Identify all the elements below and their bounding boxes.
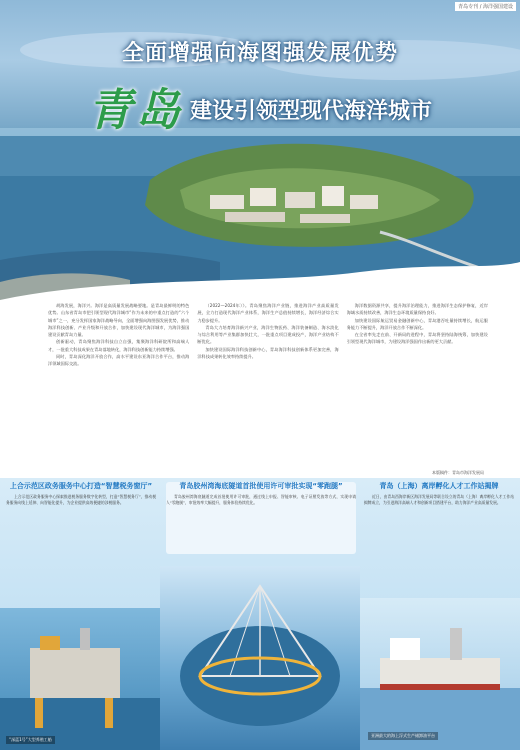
article-body — [48, 302, 488, 478]
article-paragraph: 加快建设国际海洋科技创新中心，青岛海洋科技创新体系更加完善，海洋科技成果转化效率持续提升。 — [197, 346, 339, 360]
news-card-body: 上合示范区政务服务中心探索推进税务服务数字化转型，打造“智慧税务厅”，推动税务服务向线上延伸、向智能化提升，为企业提供高效便捷的涉税服务。 — [6, 494, 156, 505]
photo-caption: 亚洲最大的海上浮式生产储卸油平台 — [368, 732, 438, 740]
article-paragraph: 在全省率先走在前、开新局的进程中，青岛将坚持陆海统筹，加快建设引领型现代海洋城市，为建设海洋强国作出新的更大贡献。 — [346, 332, 488, 345]
headline-line-2: 建设引领型现代海洋城市 — [190, 99, 433, 124]
news-card-talent-station — [364, 482, 514, 554]
article-paragraph: 胡海发展，海洋兴。海洋是高质量发展战略要地。是青岛最鲜明的特色优势。山东省青岛市把引领型现代海洋城市“作为未来的中重点打造的“六个城市”之一，充分发挥国家海洋战略导向，全面增强向海图强发展优势，推动海洋科技创新、产业升级和开放合作，加快建设现代海洋城市，为海洋强国建设贡献青岛力量。 — [48, 303, 190, 338]
headline-line-1: 全面增强向海图强发展优势 — [121, 41, 398, 66]
news-card-title: 青岛胶州湾海底隧道首批使用许可审批实现“零跑腿” — [179, 482, 343, 490]
offshore-platform-photo — [0, 608, 160, 750]
news-card-body: 近日，由青岛西海岸新区海洋发展局等联合设立的青岛（上海）离岸孵化人才工作站揭牌成立，为引进海洋高端人才和创新项目搭建平台，助力海洋产业高质量发展。 — [364, 494, 514, 505]
vessel-photo — [360, 598, 520, 750]
article-paragraph: 青岛大力培育海洋新兴产业，海洋生物医药、海洋装备制造、海水淡化与综合利用等产业集群加快壮大，一批重点项目建成投产，海洋产业结构不断优化。 — [197, 324, 339, 345]
news-card-body: 青岛胶州湾海底隧道完成首批使用许可审批，通过线上申报、智能审核、电子证照发放等方式，实现申请人“零跑腿”，审批效率大幅提升，服务体验持续优化。 — [166, 494, 356, 505]
page-header-tag: 青岛专刊 / 海洋强国建设 — [455, 2, 516, 11]
hero-banner — [0, 0, 520, 300]
article-paragraph: 加快建设国际航运贸易金融创新中心，青岛港吞吐量持续增长，航运服务能力不断提升，海洋开放合作不断深化。 — [346, 317, 488, 330]
news-card-title: 青岛（上海）离岸孵化人才工作站揭牌 — [379, 482, 499, 490]
article-paragraph: 海洋数据资源共享，提升海洋治理能力，推进海洋生态保护修复，近岸海域水质持续改善，海洋生态环境质量保持良好。 — [346, 303, 488, 316]
article-byline: 本版稿件：青岛市海洋发展局 — [432, 470, 484, 475]
news-card-tax-service — [6, 482, 156, 554]
article-paragraph: （2022—2024年）》。青岛聚焦海洋产业链，推进海洋产业高质量发展，全力打造现代海洋产业体系，海洋生产总值持续增长，海洋经济综合实力稳步提升。 — [197, 303, 339, 323]
news-card-tunnel-permit — [166, 482, 356, 554]
article-column-3 — [347, 302, 488, 478]
article-paragraph: 同时，青岛深化海洋开放合作，高水平建设东亚海洋合作平台，推动海洋领域国际交流。 — [48, 354, 190, 367]
article-paragraph: 创新驱动，青岛聚焦海洋科技自立自强，集聚海洋科研院所和高端人才，一批重大科技成果在青岛落地转化，海洋科技创新能力持续增强。 — [48, 339, 190, 352]
aquaculture-cage-photo — [160, 566, 360, 750]
photo-caption: “深蓝1号”大型养殖工船 — [6, 736, 55, 744]
article-column-1 — [48, 302, 189, 478]
headline-city-name: 青岛 — [88, 85, 184, 136]
news-card-title: 上合示范区政务服务中心打造“智慧税务窗厅” — [9, 482, 153, 490]
article-column-2 — [197, 302, 338, 478]
